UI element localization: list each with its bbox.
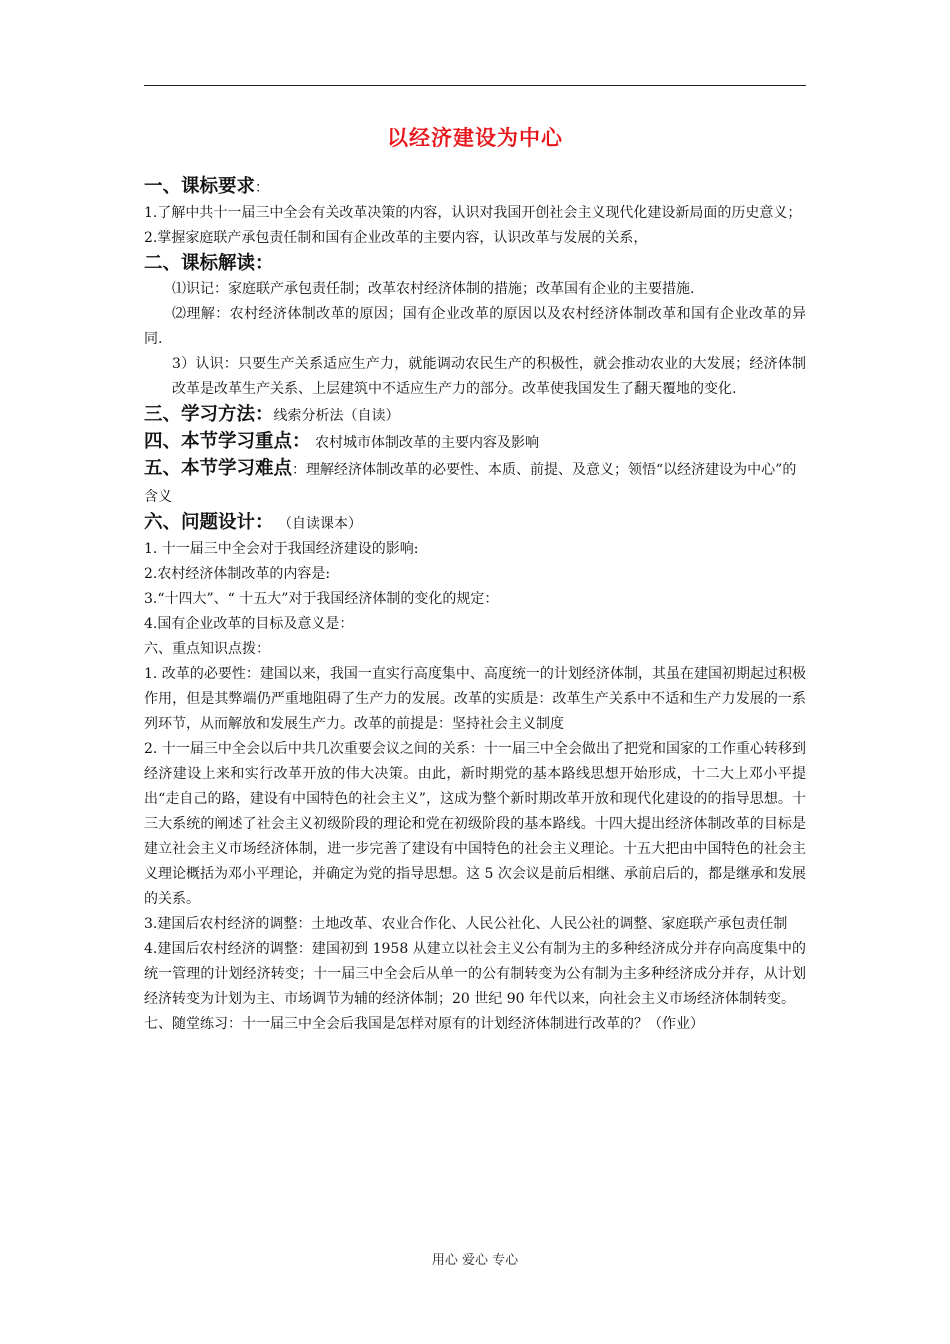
- section-1-item: 1.了解中共十一届三中全会有关改革决策的内容，认识对我国开创社会主义现代化建设新局面的历史意义；: [144, 205, 802, 221]
- practice-exercise: 七、随堂练习：十一届三中全会后我国是怎样对原有的计划经济体制进行改革的？（作业）: [144, 1016, 704, 1032]
- section-5-heading: [144, 456, 806, 510]
- page-title: 以经济建设为中心: [387, 126, 563, 150]
- section-2-item: ⑵理解：农村经济体制改革的原因；国有企业改革的原因以及农村经济体制改革和国有企业改革的异同.: [144, 306, 806, 347]
- section-4-suffix: 农村城市体制改革的主要内容及影响: [310, 435, 539, 451]
- section-6-title: 六、问题设计：: [144, 512, 274, 533]
- section-4-heading: [144, 429, 806, 456]
- question-item: 4.国有企业改革的目标及意义是：: [144, 616, 354, 632]
- section-6-heading: [144, 510, 806, 537]
- section-3-suffix: 线索分析法（自读）: [273, 408, 400, 424]
- section-1-title: 一、课标要求: [144, 176, 256, 197]
- section-1-item: 2.掌握家庭联产承包责任制和国有企业改革的主要内容，认识改革与发展的关系，: [144, 230, 648, 246]
- section-2-heading: 二、课标解读：: [144, 253, 274, 274]
- key-points-heading: 六、重点知识点拨：: [144, 641, 270, 657]
- section-5-title: 五、本节学习难点: [144, 458, 293, 479]
- header-rule: [144, 85, 806, 86]
- section-2-item: ⑴识记：家庭联产承包责任制；改革农村经济体制的措施；改革国有企业的主要措施.: [172, 281, 695, 297]
- key-point-item: 1. 改革的必要性：建国以来，我国一直实行高度集中、高度统一的计划经济体制，其虽在建国初期起过积极作用，但是其弊端仍严重地阻碍了生产力的发展。改革的实质是：改革生产关系中不适和生产力发展的一系列环节，从而解放和发展生产力。改革的前提是：坚持社会主义制度: [144, 666, 806, 732]
- key-point-item: 3.建国后农村经济的调整：土地改革、农业合作化、人民公社化、人民公社的调整、家庭联产承包责任制: [144, 916, 788, 932]
- key-point-item: 2. 十一届三中全会以后中共几次重要会议之间的关系：十一届三中全会做出了把党和国家的工作重心转移到经济建设上来和实行改革开放的伟大决策。由此，新时期党的基本路线思想开始形成，十二大上邓小平提出“走自己的路，建设有中国特色的社会主义”，这成为整个新时期改革开放和现代化建设的的指导思想。十三大系统的阐述了社会主义初级阶段的理论和党在初级阶段的基本路线。十四大提出经济体制改革的目标是建立社会主义市场经济体制，进一步完善了建设有中国特色的社会主义理论。十五大把由中国特色的社会主义理论概括为邓小平理论，并确定为党的指导思想。这 5 次会议是前后相继、承前启后的，都是继承和发展的关系。: [144, 741, 806, 907]
- section-5-suffix: ：理解经济体制改革的必要性、本质、前提、及意义；领悟“以经济建设为中心”的含义: [144, 462, 797, 505]
- section-1-heading: [144, 174, 806, 201]
- section-1-suffix: ：: [255, 180, 270, 196]
- key-point-item: 4.建国后农村经济的调整：建国初到 1958 从建立以社会主义公有制为主的多种经济成分并存向高度集中的统一管理的计划经济转变；十一届三中全会后从单一的公有制转变为公有制为主多种经济成分并存，从计划经济转变为计划为主、市场调节为辅的经济体制；20 世纪 90 年代以来，向社会主义市场经济体制转变。: [144, 941, 806, 1007]
- page-footer: 用心 爱心 专心: [431, 1253, 519, 1268]
- section-2-item: 3）认识：只要生产关系适应生产力，就能调动农民生产的积极性，就会推动农业的大发展；经济体制改革是改革生产关系、上层建筑中不适应生产力的部分。改革使我国发生了翻天覆地的变化.: [172, 356, 806, 397]
- section-3-heading: [144, 402, 806, 429]
- question-item: 3.“十四大”、“ 十五大”对于我国经济体制的变化的规定：: [144, 591, 499, 607]
- document-body: [144, 174, 806, 1037]
- question-item: 2.农村经济体制改革的内容是:: [144, 566, 331, 582]
- section-6-suffix: （自读课本）: [273, 516, 362, 532]
- section-4-title: 四、本节学习重点：: [144, 431, 311, 452]
- question-item: 1. 十一届三中全会对于我国经济建设的影响:: [144, 541, 419, 557]
- section-3-title: 三、学习方法：: [144, 404, 274, 425]
